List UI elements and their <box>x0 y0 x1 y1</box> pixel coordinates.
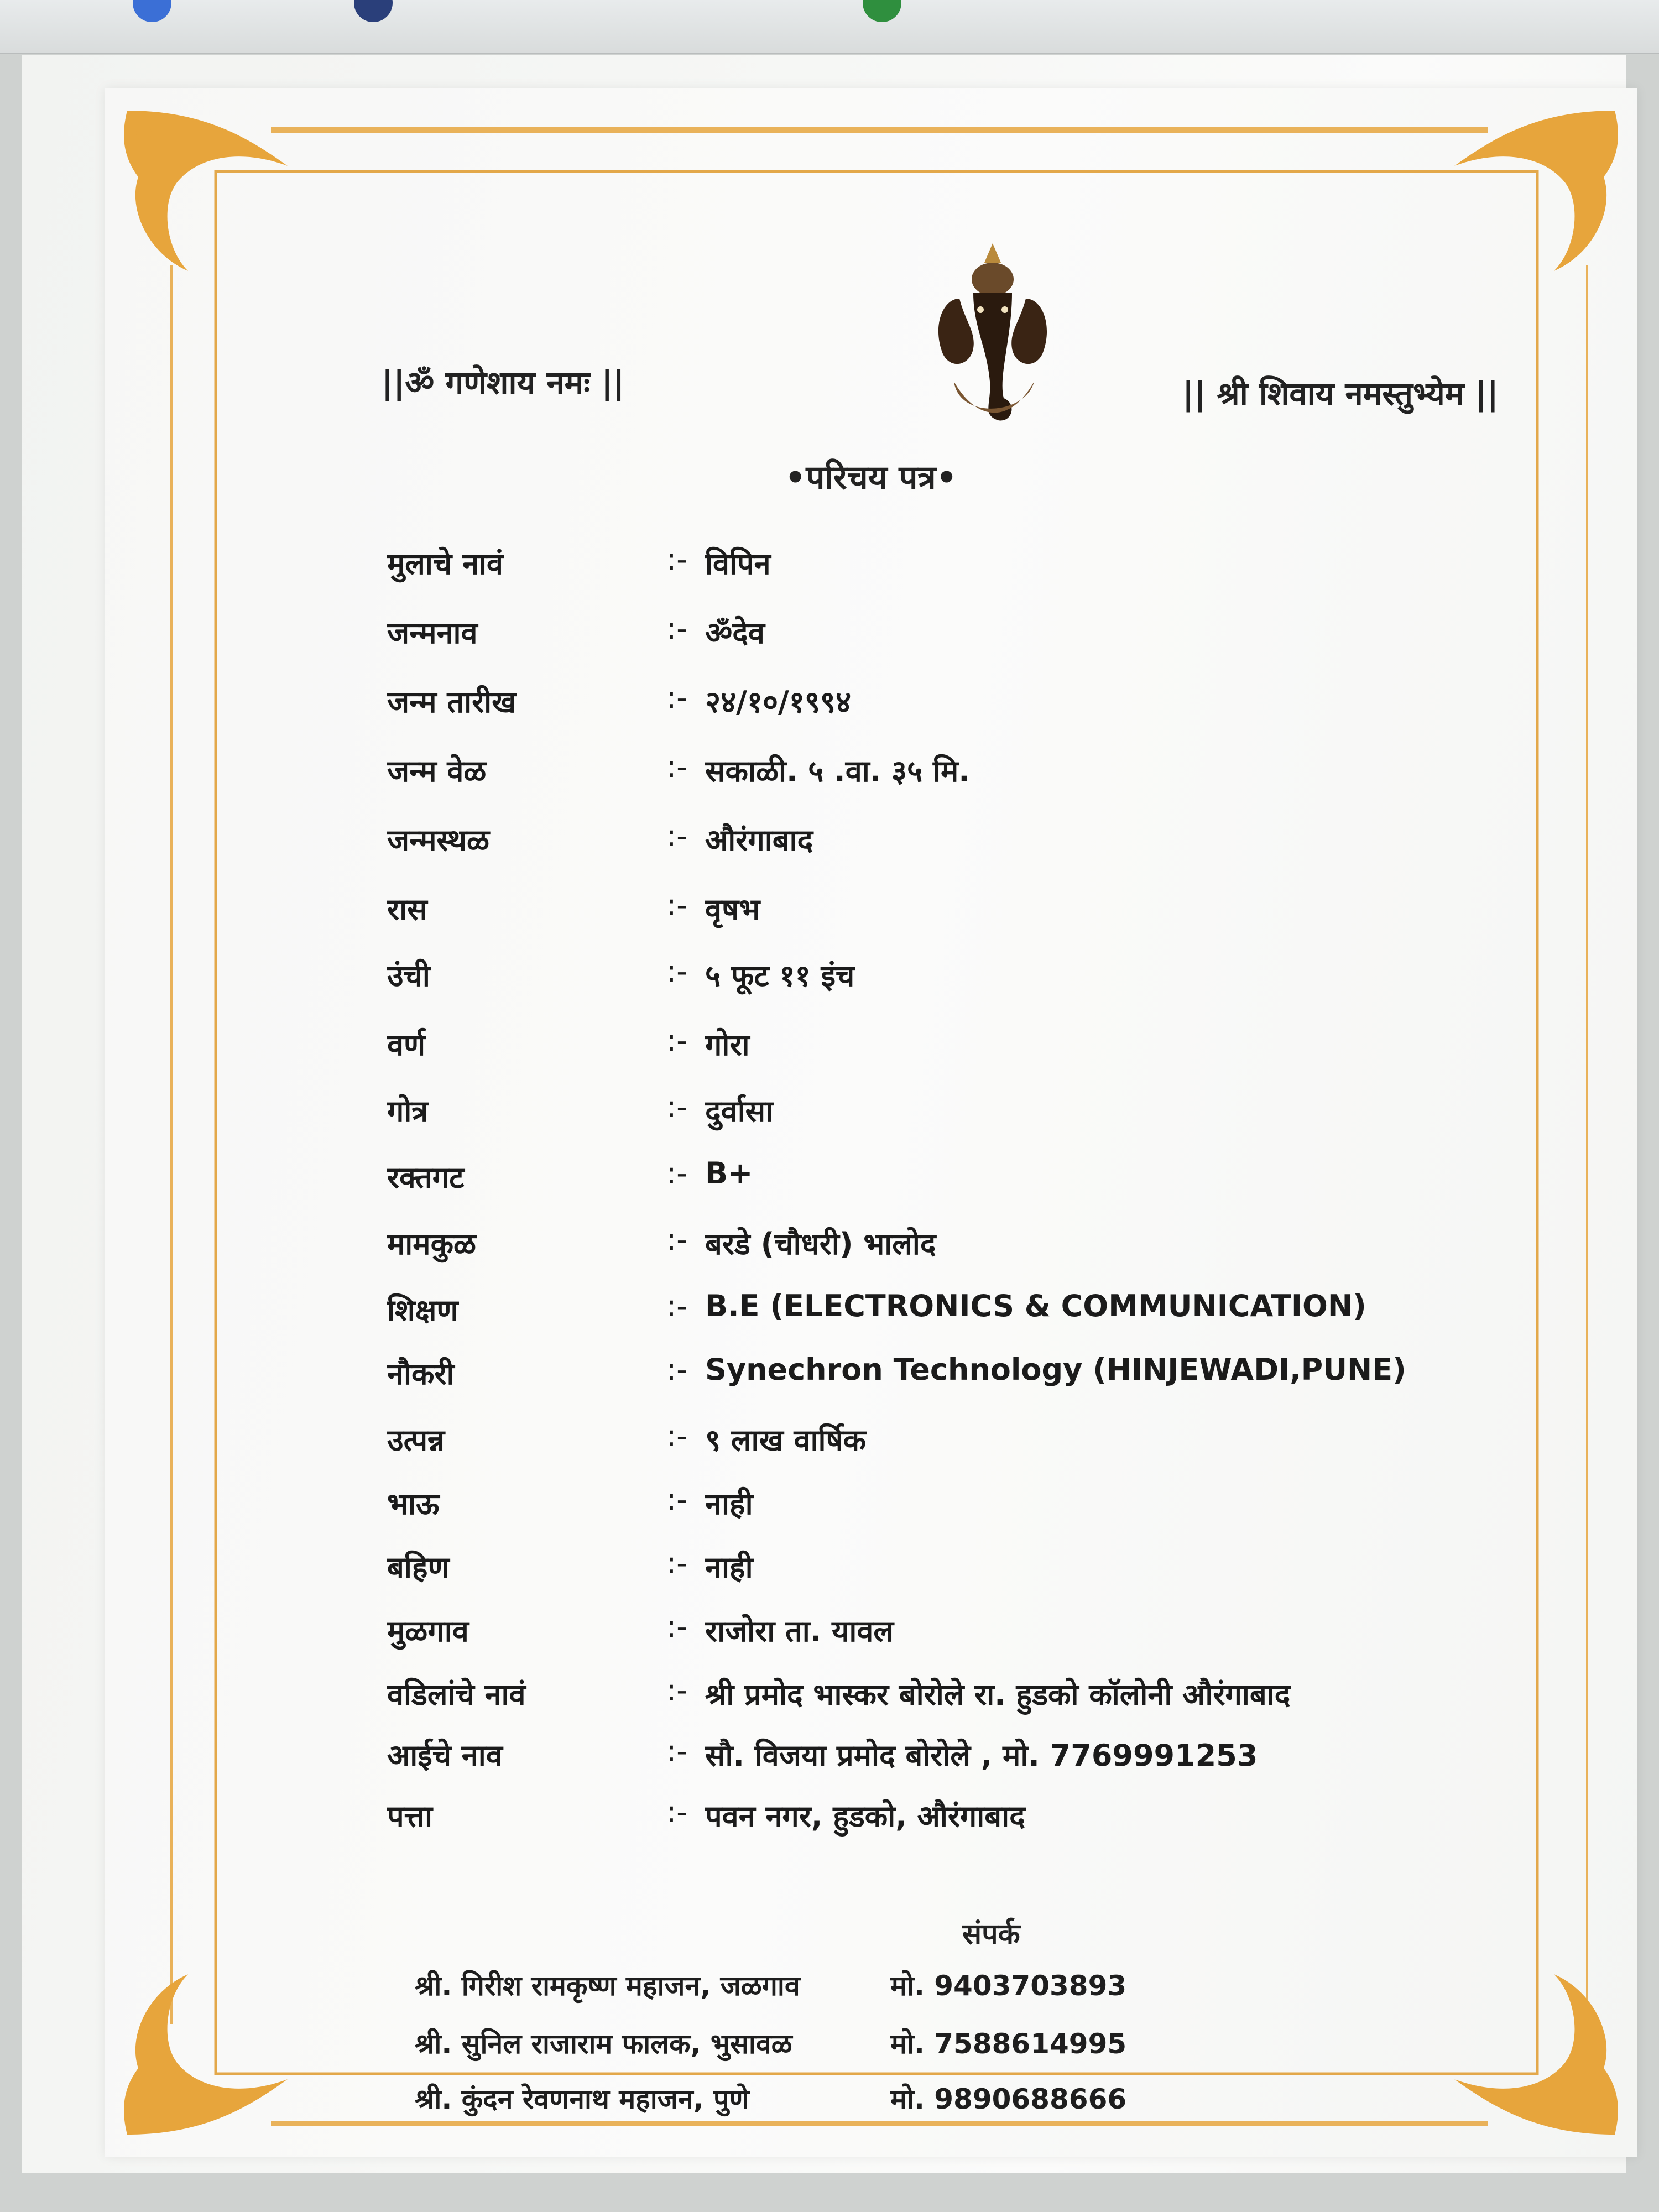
detail-value: पवन नगर, हुडको, औरंगाबाद <box>705 1799 1025 1834</box>
detail-value: ॐदेव <box>705 615 765 650</box>
detail-value: ५ फूट ११ इंच <box>705 958 855 993</box>
detail-separator: :- <box>666 749 687 784</box>
detail-separator: :- <box>666 1546 687 1580</box>
detail-label: रास <box>387 892 427 927</box>
detail-separator: :- <box>666 954 687 989</box>
ganesha-icon <box>921 238 1065 437</box>
detail-value: बरडे (चौधरी) भालोद <box>705 1227 936 1261</box>
left-invocation: ||ॐ गणेशाय नमः || <box>382 364 625 401</box>
detail-separator: :- <box>666 1418 687 1453</box>
contact-mobile: मो. 9403703893 <box>890 1970 1127 2002</box>
detail-value: B+ <box>705 1156 753 1191</box>
detail-label: नौकरी <box>387 1357 455 1391</box>
contact-mobile: मो. 7588614995 <box>890 2028 1127 2060</box>
contact-heading: संपर्क <box>962 1918 1020 1951</box>
detail-label: गोत्र <box>387 1094 429 1129</box>
detail-separator: :- <box>666 1288 687 1323</box>
detail-separator: :- <box>666 1352 687 1387</box>
detail-value: सकाळी. ५ .वा. ३५ मि. <box>705 754 970 789</box>
detail-value: वृषभ <box>705 892 760 927</box>
tab-favicon-icon <box>133 0 171 22</box>
detail-value: औरंगाबाद <box>705 823 813 858</box>
detail-label: भाऊ <box>387 1486 440 1521</box>
contact-name: श्री. कुंदन रेवणनाथ महाजन, पुणे <box>415 2083 749 2115</box>
detail-value: विपिन <box>705 546 771 581</box>
detail-value: २४/१०/१९९४ <box>705 685 852 719</box>
detail-label: मुलाचे नावं <box>387 546 503 581</box>
detail-separator: :- <box>666 818 687 853</box>
detail-label: पत्ता <box>387 1799 432 1834</box>
contact-name: श्री. सुनिल राजाराम फालक, भुसावळ <box>415 2028 792 2060</box>
detail-separator: :- <box>666 1222 687 1257</box>
detail-value: ९ लाख वार्षिक <box>705 1423 867 1458</box>
detail-separator: :- <box>666 1482 687 1517</box>
detail-separator: :- <box>666 1089 687 1124</box>
contact-mobile: मो. 9890688666 <box>890 2083 1127 2115</box>
detail-label: बहिण <box>387 1550 450 1585</box>
detail-separator: :- <box>666 1673 687 1708</box>
detail-label: मुळगाव <box>387 1614 469 1648</box>
tab-favicon-icon <box>354 0 393 22</box>
detail-value: नाही <box>705 1550 753 1585</box>
detail-separator: :- <box>666 611 687 646</box>
detail-label: उत्पन्न <box>387 1423 445 1458</box>
detail-label: शिक्षण <box>387 1293 458 1328</box>
detail-label: उंची <box>387 958 430 993</box>
detail-separator: :- <box>666 1156 687 1191</box>
detail-value: Synechron Technology (HINJEWADI,PUNE) <box>705 1352 1406 1387</box>
tab-favicon-icon <box>863 0 901 22</box>
page-title: •परिचय पत्र• <box>785 458 957 497</box>
detail-value: दुर्वासा <box>705 1094 774 1129</box>
detail-separator: :- <box>666 542 687 577</box>
detail-label: जन्मस्थळ <box>387 823 490 858</box>
detail-label: रक्तगट <box>387 1160 465 1195</box>
detail-value: B.E (ELECTRONICS & COMMUNICATION) <box>705 1288 1366 1323</box>
detail-separator: :- <box>666 1734 687 1768</box>
detail-value: नाही <box>705 1486 753 1521</box>
detail-label: वडिलांचे नावं <box>387 1677 526 1712</box>
detail-label: वर्ण <box>387 1027 426 1062</box>
detail-label: जन्म वेळ <box>387 754 487 789</box>
detail-separator: :- <box>666 680 687 715</box>
detail-label: जन्मनाव <box>387 615 478 650</box>
detail-value: श्री प्रमोद भास्कर बोरोले रा. हुडको कॉलोनी औरंगाबाद <box>705 1677 1291 1712</box>
browser-tab-strip <box>0 0 1659 54</box>
contact-name: श्री. गिरीश रामकृष्ण महाजन, जळगाव <box>415 1970 800 2002</box>
detail-value: सौ. विजया प्रमोद बोरोले , मो. 7769991253 <box>705 1738 1258 1773</box>
detail-label: आईचे नाव <box>387 1738 503 1773</box>
document-viewer <box>22 55 1626 2173</box>
biodata-page <box>105 88 1637 2157</box>
detail-label: मामकुळ <box>387 1227 477 1261</box>
detail-value: राजोरा ता. यावल <box>705 1614 894 1648</box>
detail-separator: :- <box>666 888 687 922</box>
detail-separator: :- <box>666 1023 687 1058</box>
right-invocation: || श्री शिवाय नमस्तुभ्येम || <box>1182 375 1499 413</box>
detail-separator: :- <box>666 1609 687 1644</box>
detail-label: जन्म तारीख <box>387 685 517 719</box>
detail-value: गोरा <box>705 1027 750 1062</box>
detail-separator: :- <box>666 1794 687 1829</box>
